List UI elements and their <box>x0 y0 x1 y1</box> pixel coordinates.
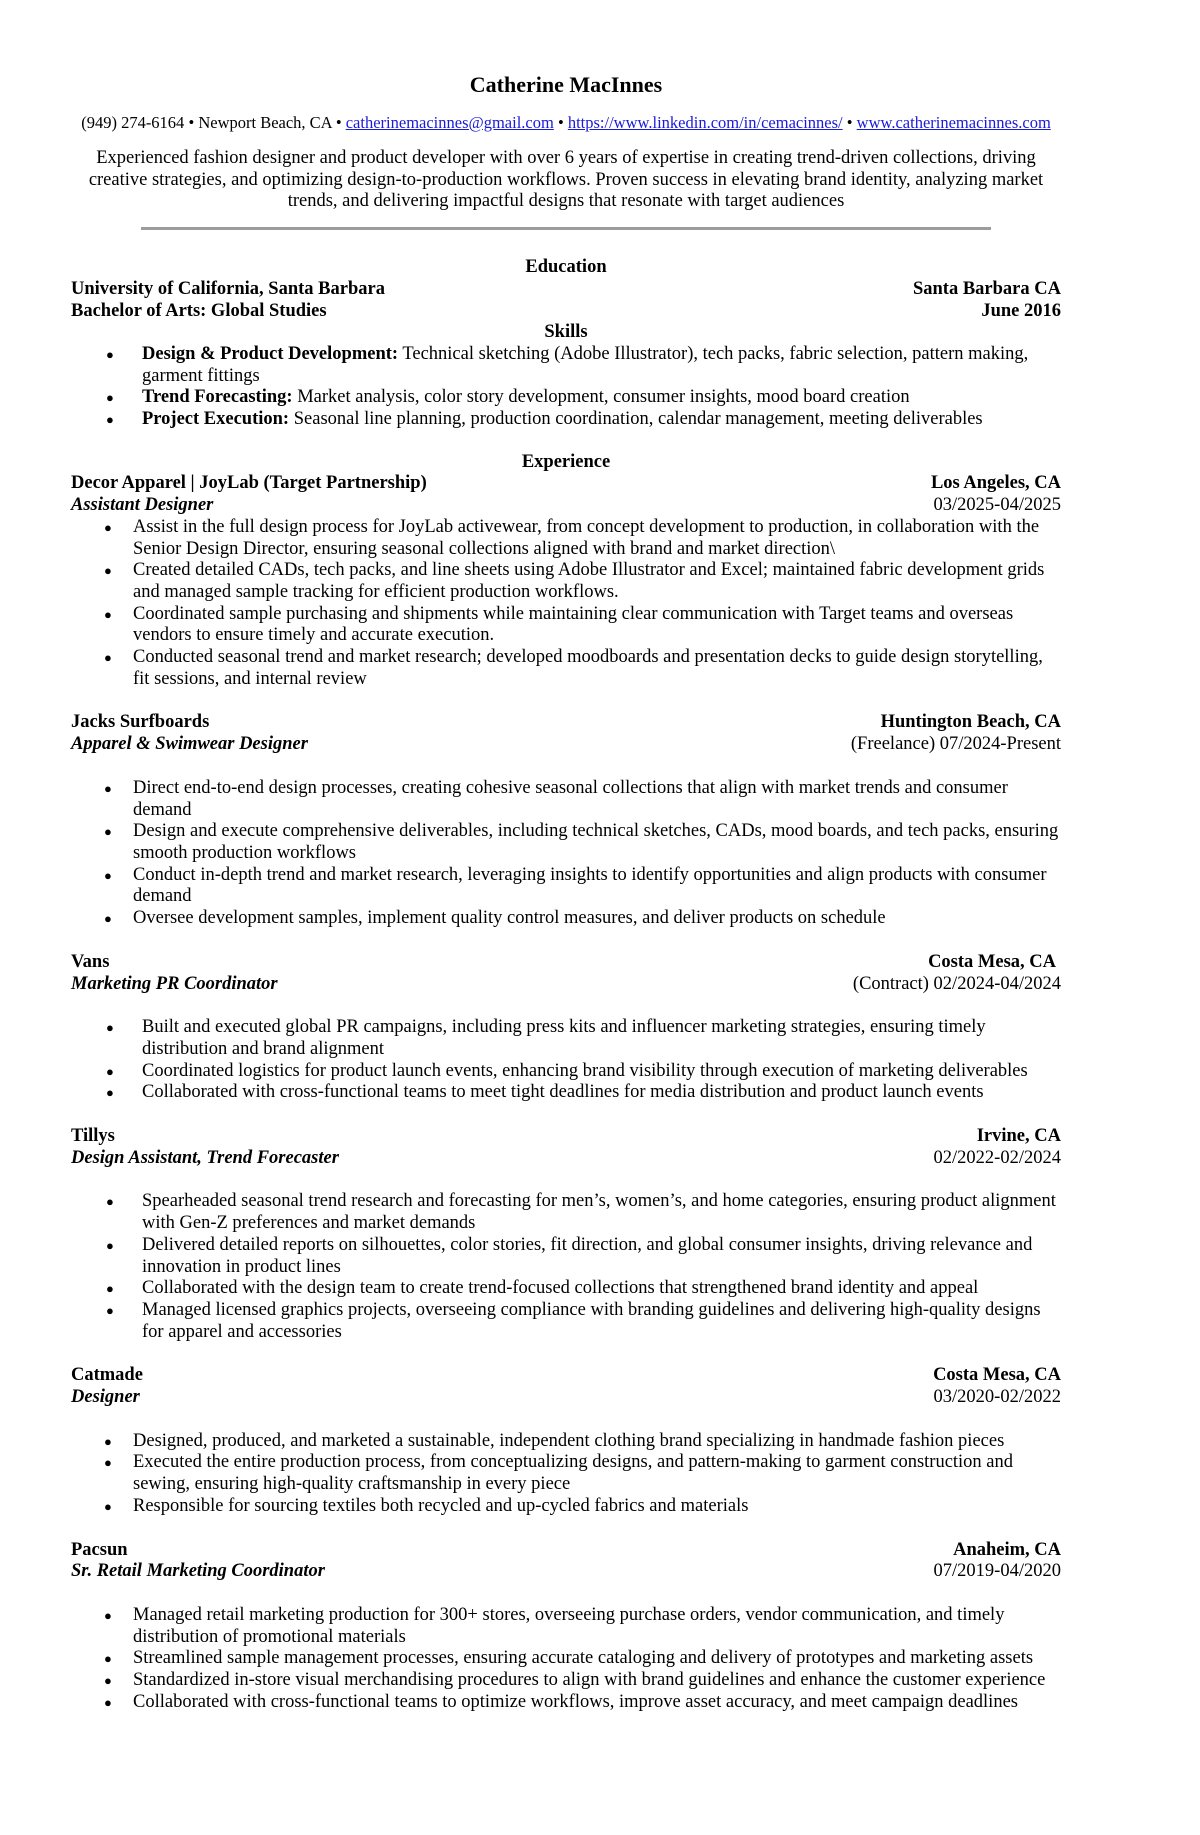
school: University of California, Santa Barbara <box>71 278 385 299</box>
job-role: Sr. Retail Marketing Coordinator <box>71 1561 325 1582</box>
list-item: ● Standardized in-store visual merchandising procedures to align with brand guidelines and enhance the customer experience <box>71 1670 1061 1692</box>
list-item: ● Assist in the full design process for JoyLab activewear, from concept development to production, in collaboration with the Senior Design Director, ensuring seasonal collections aligned with brand and market direction\ <box>71 517 1061 560</box>
resume-page <box>71 72 1061 1713</box>
list-item: ● Conduct in-depth trend and market research, leveraging insights to identify opportunities and align products with consumer demand <box>71 865 1061 908</box>
skill-label: Trend Forecasting: <box>142 387 293 408</box>
separator: • <box>842 113 857 132</box>
list-item: ● Collaborated with cross-functional teams to meet tight deadlines for media distribution and product launch events <box>71 1082 1061 1104</box>
skills-list <box>71 344 1061 431</box>
skill-label: Project Execution: <box>142 409 290 430</box>
list-item: ● Collaborated with cross-functional teams to optimize workflows, improve asset accuracy, and meet campaign deadlines <box>71 1692 1061 1714</box>
job-header <box>71 1365 1061 1387</box>
school-location: Santa Barbara CA <box>912 278 1061 299</box>
education-row <box>71 279 1061 301</box>
job-dates: 03/2025-04/2025 <box>933 495 1061 516</box>
separator: • <box>184 113 199 132</box>
job-dates: 07/2019-04/2020 <box>933 1561 1061 1582</box>
education-title: Education <box>525 257 607 278</box>
list-item: ● Responsible for sourcing textiles both recycled and up-cycled fabrics and materials <box>71 1496 1061 1518</box>
candidate-name: Catherine MacInnes <box>469 72 663 97</box>
skill-text: Market analysis, color story development, consumer insights, mood board creation <box>292 387 910 408</box>
list-item: ● Managed retail marketing production for 300+ stores, overseeing purchase orders, vendor communication, and timely distribution of promotional materials <box>71 1605 1061 1648</box>
list-item: ● Delivered detailed reports on silhouettes, color stories, fit direction, and global consumer insights, driving relevance and innovation in product lines <box>71 1235 1061 1278</box>
list-item: ● Streamlined sample management processes, ensuring accurate cataloging and delivery of prototypes and marketing assets <box>71 1648 1061 1670</box>
degree: Bachelor of Arts: Global Studies <box>71 300 327 321</box>
list-item: ● Coordinated sample purchasing and shipments while maintaining clear communication with Target teams and overseas vendors to ensure timely and accurate execution. <box>71 604 1061 647</box>
job-location: Costa Mesa, CA <box>933 1365 1061 1386</box>
skill-text: Seasonal line planning, production coordination, calendar management, meeting deliverables <box>289 409 983 430</box>
list-item: ● Spearheaded seasonal trend research and forecasting for men’s, women’s, and home categories, ensuring product alignment with Gen-Z preferences and market demands <box>71 1191 1061 1234</box>
job-location: Los Angeles, CA <box>930 473 1061 494</box>
job-header <box>71 473 1061 495</box>
website-link[interactable]: www.catherinemacinnes.com <box>856 113 1051 132</box>
list-item <box>71 344 1061 387</box>
skill-label: Design & Product Development: <box>142 343 399 364</box>
graduation-date: June 2016 <box>981 300 1061 321</box>
list-item <box>71 409 1061 431</box>
separator: • <box>331 113 346 132</box>
list-item: ● Coordinated logistics for product launch events, enhancing brand visibility through execution of marketing deliverables <box>71 1061 1061 1083</box>
separator: • <box>553 113 568 132</box>
list-item: ● Designed, produced, and marketed a sustainable, independent clothing brand specializing in handmade fashion pieces <box>71 1431 1061 1453</box>
job-bullets <box>71 778 1061 930</box>
company: Jacks Surfboards <box>71 712 210 733</box>
job-bullets <box>71 1191 1061 1343</box>
list-item: ● Executed the entire production process, from conceptualizing designs, and pattern-making to garment construction and sewing, ensuring high-quality craftsmanship in every piece <box>71 1452 1061 1495</box>
contact-line <box>71 113 1061 133</box>
skills-title: Skills <box>544 322 588 343</box>
list-item <box>71 387 1061 409</box>
list-item: ● Design and execute comprehensive deliverables, including technical sketches, CADs, mood boards, and tech packs, ensuring smooth production workflows <box>71 821 1061 864</box>
job-role-row <box>71 495 1061 517</box>
list-item: ● Direct end-to-end design processes, creating cohesive seasonal collections that align with market trends and consumer demand <box>71 778 1061 821</box>
company: Decor Apparel | JoyLab (Target Partnership) <box>71 473 427 494</box>
job-bullets <box>71 517 1061 691</box>
job-dates: (Freelance) 07/2024-Present <box>850 734 1061 755</box>
experience-title: Experience <box>521 451 611 472</box>
job-role: Marketing PR Coordinator <box>71 973 278 994</box>
job-header <box>71 1540 1061 1562</box>
job-role: Assistant Designer <box>71 495 214 516</box>
linkedin-link[interactable]: https://www.linkedin.com/in/cemacinnes/ <box>567 113 843 132</box>
job-dates: 02/2022-02/2024 <box>933 1147 1061 1168</box>
job-role: Design Assistant, Trend Forecaster <box>71 1147 339 1168</box>
location: Newport Beach, CA <box>198 113 332 132</box>
job-dates: (Contract) 02/2024-04/2024 <box>852 973 1061 994</box>
degree-row <box>71 301 1061 323</box>
job-dates: 03/2020-02/2022 <box>933 1387 1061 1408</box>
job-header <box>71 952 1061 974</box>
company: Tillys <box>71 1126 115 1147</box>
phone: (949) 274-6164 <box>81 113 185 132</box>
job-location: Costa Mesa, CA <box>928 951 1056 972</box>
job-location: Anaheim, CA <box>953 1539 1061 1560</box>
job-role-row <box>71 974 1061 996</box>
list-item: ● Oversee development samples, implement quality control measures, and deliver products on schedule <box>71 908 1061 930</box>
job-bullets <box>71 1431 1061 1518</box>
job-bullets <box>71 1605 1061 1714</box>
email-link[interactable]: catherinemacinnes@gmail.com <box>345 113 554 132</box>
job-role-row <box>71 1561 1061 1583</box>
job-bullets <box>71 1017 1061 1104</box>
job-header <box>71 712 1061 734</box>
summary: Experienced fashion designer and product developer with over 6 years of expertise in creating trend-driven collections, driving creative strategies, and optimizing design-to-production workflows. Proven success in elevating brand identity, analyzing market trends, and delivering impactful designs that resonate with target audiences <box>88 148 1044 212</box>
job-role: Apparel & Swimwear Designer <box>71 734 308 755</box>
list-item: ● Created detailed CADs, tech packs, and line sheets using Adobe Illustrator and Excel; maintained fabric development grids and managed sample tracking for efficient production workflows. <box>71 560 1061 603</box>
job-location: Huntington Beach, CA <box>880 712 1061 733</box>
list-item: ● Conducted seasonal trend and market research; developed moodboards and presentation decks to guide design storytelling, fit sessions, and internal review <box>71 647 1061 690</box>
job-role-row <box>71 734 1061 756</box>
list-item: ● Managed licensed graphics projects, overseeing compliance with branding guidelines and delivering high-quality designs for apparel and accessories <box>71 1300 1061 1343</box>
job-role-row <box>71 1387 1061 1409</box>
company: Pacsun <box>71 1539 128 1560</box>
skill-text: Technical sketching (Adobe Illustrator), tech packs, fabric selection, pattern making, garment fittings <box>142 343 1029 386</box>
job-role-row <box>71 1148 1061 1170</box>
list-item: ● Collaborated with the design team to create trend-focused collections that strengthened brand identity and appeal <box>71 1278 1061 1300</box>
list-item: ● Built and executed global PR campaigns, including press kits and influencer marketing strategies, ensuring timely distribution and brand alignment <box>71 1017 1061 1060</box>
company: Vans <box>71 951 110 972</box>
job-role: Designer <box>71 1387 140 1408</box>
company: Catmade <box>71 1365 143 1386</box>
job-header <box>71 1126 1061 1148</box>
job-location: Irvine, CA <box>976 1126 1061 1147</box>
